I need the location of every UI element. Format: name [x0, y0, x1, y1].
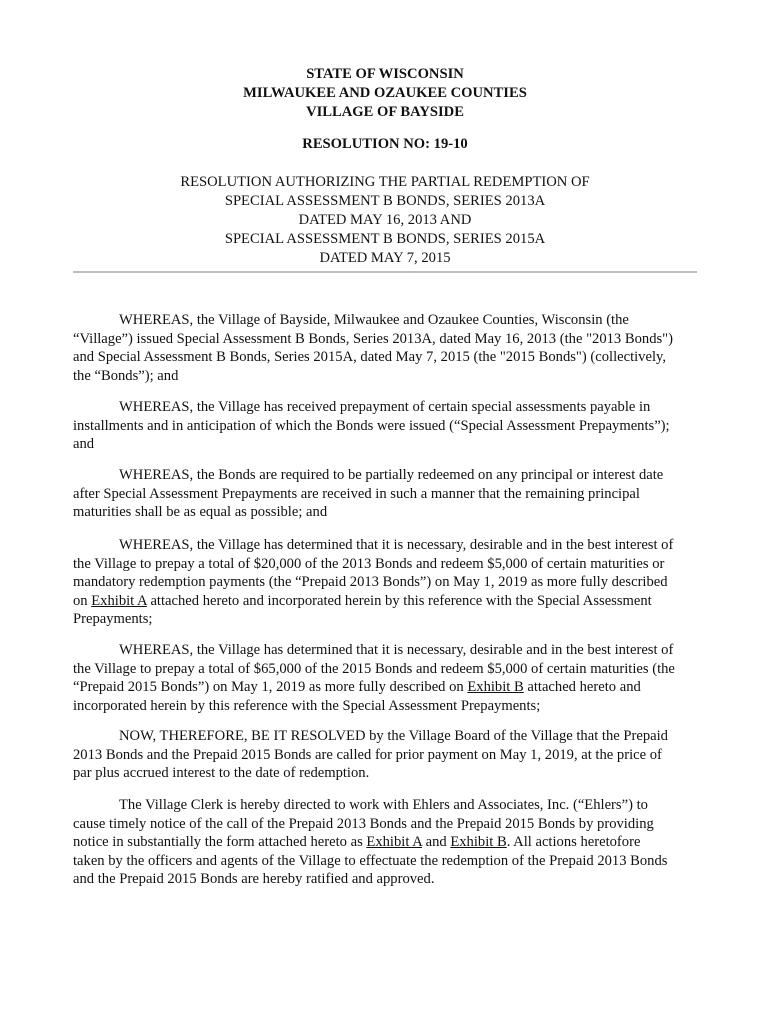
- text-fragment: and: [421, 834, 451, 850]
- text-line: the Village to prepay a total of $65,000 of the 2015 Bonds and redeem $5,000 of certain maturities (the: [73, 660, 675, 677]
- paragraph-whereas-1: [73, 311, 697, 385]
- text-line: “Village”) issued Special Assessment B Bonds, Series 2013A, dated May 16, 2013 (the "2013 Bonds"): [73, 330, 673, 347]
- paragraph-whereas-3: [73, 466, 697, 522]
- text-line: and the Prepaid 2015 Bonds are hereby ratified and approved.: [73, 871, 435, 887]
- text-fragment: on: [73, 592, 92, 609]
- exhibit-b-reference: Exhibit B: [450, 834, 507, 850]
- title-line: SPECIAL ASSESSMENT B BONDS, SERIES 2013A: [224, 193, 546, 209]
- text-line: WHEREAS, the Village has received prepayment of certain special assessments payable in: [119, 399, 651, 415]
- text-fragment: attached hereto and: [523, 679, 641, 695]
- header-counties: MILWAUKEE AND OZAUKEE COUNTIES: [243, 85, 527, 101]
- title-line: DATED MAY 16, 2013 AND: [298, 212, 472, 228]
- paragraph-clerk-directive: [73, 796, 697, 889]
- exhibit-a-reference: Exhibit A: [366, 834, 422, 850]
- text-line: maturities shall be as equal as possible; and: [73, 504, 328, 520]
- text-line: and Special Assessment B Bonds, Series 2015A, dated May 7, 2015 (the "2015 Bonds") (collectively,: [73, 349, 667, 365]
- text-fragment: . All actions heretofore: [506, 834, 641, 850]
- header-state: STATE OF WISCONSIN: [306, 66, 464, 82]
- paragraph-whereas-2: [73, 398, 697, 454]
- text-line: WHEREAS, the Village has determined that it is necessary, desirable and in the best interest of: [119, 537, 674, 553]
- text-line: the Village to prepay a total of $20,000 of the 2013 Bonds and redeem $5,000 of certain maturities or: [73, 555, 665, 572]
- text-line: mandatory redemption payments (the “Prepaid 2013 Bonds”) on May 1, 2019 as more fully described: [73, 574, 668, 590]
- text-line: WHEREAS, the Village has determined that it is necessary, desirable and in the best interest of: [119, 642, 674, 658]
- text-line: and: [73, 436, 95, 452]
- text-line: [73, 592, 697, 611]
- text-line: WHEREAS, the Bonds are required to be partially redeemed on any principal or interest date: [119, 467, 664, 483]
- exhibit-a-reference: Exhibit A: [91, 592, 147, 609]
- text-line: after Special Assessment Prepayments are received in such a manner that the remaining principal: [73, 485, 640, 502]
- text-line: cause timely notice of the call of the Prepaid 2013 Bonds and the Prepaid 2015 Bonds by providing: [73, 815, 654, 832]
- document-header: [73, 65, 697, 122]
- header-divider: [73, 271, 697, 273]
- text-line: 2013 Bonds and the Prepaid 2015 Bonds are called for prior payment on May 1, 2019, at the price of: [73, 746, 662, 763]
- text-fragment: “Prepaid 2015 Bonds”) on May 1, 2019 as more fully described on: [73, 679, 468, 695]
- title-line: SPECIAL ASSESSMENT B BONDS, SERIES 2015A: [224, 231, 546, 247]
- resolution-title: [73, 173, 697, 268]
- text-line: taken by the officers and agents of the Village to effectuate the redemption of the Prepaid 2013 Bonds: [73, 852, 668, 869]
- text-line: [73, 678, 697, 697]
- text-line: Prepayments;: [73, 611, 153, 627]
- paragraph-whereas-4: [73, 536, 697, 629]
- text-line: WHEREAS, the Village of Bayside, Milwaukee and Ozaukee Counties, Wisconsin (the: [119, 312, 629, 328]
- text-line: the “Bonds”); and: [73, 367, 179, 384]
- paragraph-whereas-5: [73, 641, 697, 715]
- paragraph-resolved: [73, 727, 697, 783]
- text-line: par plus accrued interest to the date of redemption.: [73, 765, 370, 781]
- exhibit-b-reference: Exhibit B: [467, 679, 524, 695]
- header-village: VILLAGE OF BAYSIDE: [306, 104, 464, 120]
- title-line: RESOLUTION AUTHORIZING THE PARTIAL REDEMPTION OF: [180, 174, 590, 190]
- text-line: [73, 833, 697, 852]
- text-fragment: attached hereto and incorporated herein by this reference with the Special Assessment: [146, 592, 652, 609]
- text-line: incorporated herein by this reference with the Special Assessment Prepayments;: [73, 697, 541, 714]
- resolution-number: RESOLUTION NO: 19-10: [302, 136, 468, 152]
- text-fragment: notice in substantially the form attached hereto as: [73, 834, 367, 850]
- text-line: installments and in anticipation of which the Bonds were issued (“Special Assessment Prepayments”);: [73, 417, 670, 434]
- title-line: DATED MAY 7, 2015: [319, 250, 451, 266]
- text-line: The Village Clerk is hereby directed to work with Ehlers and Associates, Inc. (“Ehlers”) to: [119, 797, 648, 813]
- text-line: NOW, THEREFORE, BE IT RESOLVED by the Village Board of the Village that the Prepaid: [119, 728, 668, 744]
